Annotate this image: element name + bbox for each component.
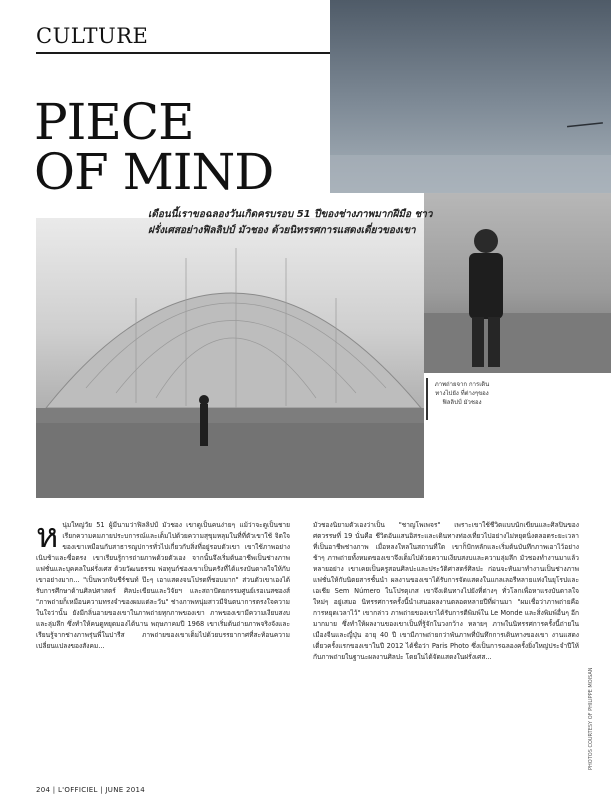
article-dek: เดือนนี้เราขอฉลองวันเกิดครบรอบ 51 ปีของช่างภาพมากฝีมือ ชาวฝรั่งเศสอย่างฟิลลิปป์ มัวชอง ด้วยนิทรรศการแสดงเดี่ยวของเขา bbox=[148, 209, 433, 236]
body-text-left: นุ่มใหญ่วัย 51 ผู้มีนามว่าฟิลลิปป์ มัวชอง เขาดูเป็นคนง่ายๆ แม้ว่าจะดูเป็นชายเรียกความคมภายประบการณ์และเต็มไปด้วยความสุขุมหลุมในที่ที่ตัวเขาใช้ จิตใจของเขาเหมือนกับสาธารณูปการทั่วไปเกี่ยวกับสิ่งที่อยู่รอบตัวเขา เขาใช้ภาพอย่างเนิบช้าและซื่อตรง เขาเรียนรู้การถ่ายภาพด้วยตัวเอง จากนั้นจึงเริ่มต้นอาชีพเป็นช่างภาพแฟชั่นและบุคคลในฝรั่งเศส ด้วยวัฒนธรรม พ่อทุนก์ช่องเขาเป็นครังที่ได้แรงบันดาลใจให้กับเขาอย่างมาก... "เป็นพวกจิบชีร์ชนท์ ป๊ะๆ เอาแสดงจนโปรดที่ชอบมาก" ส่วนตัวเขาเองได้รับการศึกษาด้านศิลปศาสตร์ ศิลปะเขียนและวิจัยฯ และสถาปัตยกรรมศูนย์เรอเนสซองส์ "ภาพถ่ายก็เหมือนความทรงจำของผมแต่ละวัน" ช่างภาพหนุ่มสาวมีจินตนาการตรงใจความในใจว่านั้น ยังมีกลิ่นอายของเขาในภาพถ่ายทุกภาพของเขา ภาพของเขามีความเงียบสงบและลุ่มลึก ซึ่งทำให้คนดูหยุดมองได้นาน พฤษภาคมปี 1968 เขาเริ่มต้นถ่ายภาพจริงจังและเรียนรู้จากช่างภาพรุ่นพี่ในปารีส ภาพถ่ายของเขาเต็มไปด้วยบรรยากาศที่สะท้อนความเปลี่ยนแปลงของสังคม... bbox=[36, 521, 290, 650]
title-line-1: PIECE bbox=[34, 93, 194, 151]
photo-dome bbox=[36, 218, 424, 498]
title-line-2: OF MIND bbox=[34, 143, 274, 201]
feature-title bbox=[34, 93, 274, 201]
photo-credit: PHOTOS COURTESY OF PHILIPPE MOISAN bbox=[588, 667, 594, 770]
page-folio: 204 | L'OFFICIEL | JUNE 2014 bbox=[36, 786, 145, 794]
sky-artwork bbox=[330, 0, 611, 193]
section-rule bbox=[36, 52, 336, 54]
section-label: CULTURE bbox=[36, 24, 149, 48]
body-column-right: มัวชองนิยามตัวเองว่าเป็น "ชาญโพเพจร" เพราะเขาใช้ชีวิตแบบนักเขียนและศิลปินของศตวรรษที่ 19 นั่นคือ ชีวิตอันแสนอิสระและเดินทางท่องเที่ยวไปอย่างไม่หยุดนิ่งตลอดระยะเวลาที่เป็นอาชีพช่างภาพ เมื่อหลงใหลในสถานที่ใด เขาก็ปักหลักและเริ่มต้นบันทึกภาพเอาไว้อย่างช้าๆ ภาพถ่ายทั้งหมดของเขาจึงเต็มไปด้วยความเงียบสงบและความลุ่มลึก มัวชองทำงานมาแล้วหลายอย่าง เขาเคยเป็นครูสอนศิลปะและประวัติศาสตร์ศิลปะ ก่อนจะหันมาทำงานเป็นช่างภาพแฟชั่นให้กับนิตยสารชั้นนำ ผลงานของเขาได้รับการจัดแสดงในแกลเลอรีหลายแห่งในยุโรปและเอเชีย Sem Número ในโปรตุเกส เขาจึงเดินทางไปยังที่ต่างๆ ทั่วโลกเพื่อหาแรงบันดาลใจใหม่ๆ อยู่เสมอ นิทรรศการครั้งนี้นำเสนอผลงานตลอดหลายปีที่ผ่านมา "ผมเชื่อว่าภาพถ่ายคือการหยุดเวลาไว้" เขากล่าว ภาพถ่ายของเขาได้รับการตีพิมพ์ใน Le Monde และสิ่งพิมพ์อื่นๆ อีกมากมาย ซึ่งทำให้ผลงานของเขาเป็นที่รู้จักในวงกว้าง หลายๆ ภาพในนิทรรศการครั้งนี้ถ่ายในเมืองจีนและญี่ปุ่น อายุ 40 ปี เขามีภาพถ่ายกว่าพันภาพที่บันทึกการเดินทางของเขา งานแสดงเดี่ยวครั้งแรกของเขาในปี 2012 ได้ชื่อว่า Paris Photo ซึ่งเป็นการฉลองครั้งยิ่งใหญ่ประจำปีให้กับภาพถ่ายในฐานะผลงานศิลปะ โดยในได้จัดแสดงในฝรั่งเศส... bbox=[313, 521, 579, 661]
body-column-left bbox=[36, 520, 290, 760]
caption-rule bbox=[426, 378, 428, 420]
dome-artwork bbox=[36, 218, 424, 498]
photo-caption: ภาพถ่ายจาก การเดินทางไปยัง ที่ต่างๆของ ฟิลลิปป์ มัวชอง bbox=[434, 381, 490, 406]
photo-foggy-sky bbox=[330, 0, 611, 193]
drop-cap: ห bbox=[36, 520, 59, 556]
